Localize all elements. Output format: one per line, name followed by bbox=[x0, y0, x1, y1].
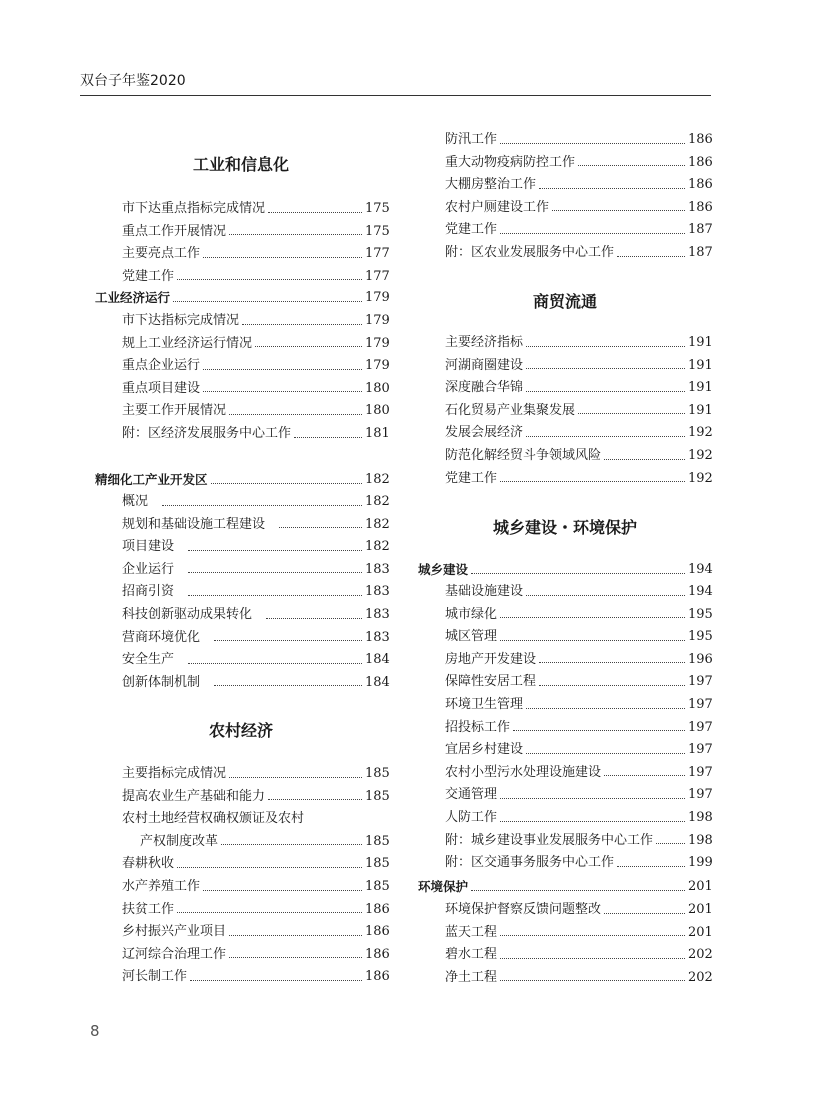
toc-page-number: 179 bbox=[365, 313, 390, 328]
toc-entry-title: 创新体制机制 bbox=[122, 674, 201, 690]
toc-page-number: 187 bbox=[688, 222, 713, 238]
toc-entry[interactable] bbox=[122, 604, 389, 626]
toc-page-number: 197 bbox=[688, 742, 713, 758]
toc-page-number: 191 bbox=[688, 357, 713, 373]
toc-page-number: 184 bbox=[365, 674, 390, 690]
dot-leader bbox=[229, 935, 362, 936]
toc-page-number: 201 bbox=[688, 879, 713, 894]
toc-entry-title: 防汛工作 bbox=[445, 132, 498, 147]
toc-entry-title: 城乡建设 bbox=[418, 562, 469, 577]
toc-entry[interactable] bbox=[445, 717, 712, 739]
toc-entry[interactable] bbox=[445, 922, 712, 944]
toc-entry[interactable] bbox=[445, 219, 712, 241]
toc-entry-title: 主要工作开展情况 bbox=[122, 403, 227, 419]
toc-page-number: 186 bbox=[688, 154, 713, 170]
running-header: 双台子年鉴2020 bbox=[80, 73, 186, 89]
dot-leader bbox=[604, 459, 685, 460]
dot-leader bbox=[539, 188, 685, 189]
dot-leader bbox=[656, 843, 685, 844]
toc-page-number: 186 bbox=[365, 946, 390, 962]
dot-leader bbox=[229, 414, 362, 415]
toc-entry-title: 碧水工程 bbox=[445, 947, 498, 963]
toc-page-number: 198 bbox=[688, 810, 713, 825]
toc-entry[interactable] bbox=[122, 944, 389, 966]
dot-leader bbox=[188, 572, 362, 573]
toc-entry-title: 环境保护督察反馈问题整改 bbox=[445, 902, 602, 917]
toc-page-number: 179 bbox=[365, 335, 390, 351]
dot-leader bbox=[500, 980, 685, 981]
toc-entry[interactable] bbox=[445, 355, 712, 377]
toc-entry-title: 城市绿化 bbox=[445, 606, 498, 622]
toc-section-entry[interactable] bbox=[95, 469, 389, 491]
toc-entry[interactable] bbox=[445, 152, 712, 174]
toc-entry[interactable] bbox=[122, 310, 389, 332]
toc-entry[interactable] bbox=[122, 808, 389, 830]
toc-entry[interactable] bbox=[445, 242, 712, 264]
toc-page-number: 183 bbox=[365, 629, 390, 645]
toc-page-number: 197 bbox=[688, 697, 713, 712]
toc-entry[interactable] bbox=[122, 649, 389, 671]
toc-page-number: 183 bbox=[365, 607, 390, 622]
toc-entry[interactable] bbox=[122, 876, 389, 898]
toc-entry-title: 防范化解经贸斗争领域风险 bbox=[445, 448, 602, 463]
toc-page-number: 184 bbox=[365, 652, 390, 668]
toc-entry-title: 环境卫生管理 bbox=[445, 697, 524, 712]
toc-entry-title: 市下达重点指标完成情况 bbox=[122, 201, 266, 216]
dot-leader bbox=[279, 527, 362, 528]
dot-leader bbox=[188, 550, 362, 551]
toc-page-number: 181 bbox=[365, 426, 390, 441]
dot-leader bbox=[177, 912, 362, 913]
toc-entry-title: 附：区农业发展服务中心工作 bbox=[445, 245, 615, 260]
dot-leader bbox=[266, 618, 362, 619]
toc-entry[interactable] bbox=[445, 762, 712, 784]
toc-entry-title: 石化贸易产业集聚发展 bbox=[445, 402, 576, 418]
toc-entry[interactable] bbox=[445, 604, 712, 626]
header-rule bbox=[80, 95, 711, 96]
toc-page-number: 197 bbox=[688, 674, 713, 690]
toc-entry-title: 主要亮点工作 bbox=[122, 246, 201, 262]
toc-entry-title: 附：区交通事务服务中心工作 bbox=[445, 855, 615, 871]
toc-entry[interactable] bbox=[122, 672, 389, 694]
toc-entry-title: 发展会展经济 bbox=[445, 425, 524, 441]
toc-entry-title: 党建工作 bbox=[445, 470, 498, 486]
dot-leader bbox=[500, 617, 685, 618]
dot-leader bbox=[471, 890, 685, 891]
dot-leader bbox=[229, 777, 362, 778]
toc-entry[interactable] bbox=[445, 197, 712, 219]
toc-section-entry[interactable] bbox=[418, 876, 712, 898]
toc-entry-title: 主要指标完成情况 bbox=[122, 766, 227, 781]
toc-entry-title: 安全生产 bbox=[122, 652, 175, 668]
toc-page-number: 197 bbox=[688, 764, 713, 780]
dot-leader bbox=[203, 890, 362, 891]
toc-page-number: 197 bbox=[688, 787, 713, 803]
toc-entry[interactable] bbox=[445, 739, 712, 761]
toc-entry-title: 保障性安居工程 bbox=[445, 674, 537, 690]
dot-leader bbox=[539, 662, 685, 663]
toc-page-number: 177 bbox=[365, 268, 390, 284]
dot-leader bbox=[188, 595, 362, 596]
toc-page-number: 191 bbox=[688, 335, 713, 350]
dot-leader bbox=[604, 913, 685, 914]
toc-page-number: 185 bbox=[365, 879, 390, 894]
dot-leader bbox=[162, 505, 362, 506]
toc-entry-title: 营商环境优化 bbox=[122, 629, 201, 645]
dot-leader bbox=[177, 867, 362, 868]
dot-leader bbox=[203, 369, 362, 370]
toc-page-number: 202 bbox=[688, 969, 713, 985]
toc-entry-title: 水产养殖工作 bbox=[122, 879, 201, 894]
toc-entry[interactable] bbox=[122, 423, 389, 445]
toc-entry[interactable] bbox=[445, 377, 712, 399]
dot-leader bbox=[229, 234, 362, 235]
toc-entry[interactable] bbox=[122, 198, 389, 220]
toc-page-number: 185 bbox=[365, 788, 390, 804]
toc-page-number: 177 bbox=[365, 246, 390, 262]
toc-entry[interactable] bbox=[445, 944, 712, 966]
toc-page-number: 182 bbox=[365, 516, 390, 532]
toc-entry[interactable] bbox=[445, 332, 712, 354]
page-number: 8 bbox=[90, 1022, 100, 1040]
dot-leader bbox=[255, 346, 362, 347]
dot-leader bbox=[203, 391, 362, 392]
toc-entry[interactable] bbox=[122, 786, 389, 808]
toc-entry-title: 项目建设 bbox=[122, 539, 175, 555]
toc-entry-title: 扶贫工作 bbox=[122, 901, 175, 917]
dot-leader bbox=[190, 980, 362, 981]
toc-entry[interactable] bbox=[122, 400, 389, 422]
toc-entry[interactable] bbox=[122, 243, 389, 265]
toc-page-number: 195 bbox=[688, 629, 713, 645]
toc-page-number: 186 bbox=[365, 924, 390, 940]
dot-leader bbox=[268, 212, 362, 213]
toc-section-entry[interactable] bbox=[418, 559, 712, 581]
toc-page-number: 187 bbox=[688, 245, 713, 260]
dot-leader bbox=[214, 640, 362, 641]
toc-page-number: 175 bbox=[365, 201, 390, 216]
toc-entry-title: 重点企业运行 bbox=[122, 358, 201, 374]
toc-entry[interactable] bbox=[140, 831, 389, 853]
toc-entry[interactable] bbox=[445, 581, 712, 603]
dot-leader bbox=[500, 798, 685, 799]
toc-entry-title: 规划和基础设施工程建设 bbox=[122, 516, 266, 532]
toc-entry-title: 提高农业生产基础和能力 bbox=[122, 788, 266, 804]
toc-page-number: 180 bbox=[365, 403, 390, 419]
dot-leader bbox=[578, 413, 685, 414]
toc-entry-title: 城区管理 bbox=[445, 629, 498, 645]
toc-entry-title: 重点工作开展情况 bbox=[122, 223, 227, 239]
toc-entry-title: 环境保护 bbox=[418, 879, 469, 894]
toc-entry-title: 农村小型污水处理设施建设 bbox=[445, 764, 602, 780]
toc-entry-title: 工业经济运行 bbox=[95, 290, 171, 305]
toc-entry-title: 重大动物疫病防控工作 bbox=[445, 154, 576, 170]
toc-page-number: 186 bbox=[365, 969, 390, 985]
toc-entry-title: 党建工作 bbox=[122, 268, 175, 284]
toc-entry[interactable] bbox=[445, 468, 712, 490]
toc-entry[interactable] bbox=[122, 559, 389, 581]
toc-entry-title: 宜居乡村建设 bbox=[445, 742, 524, 758]
dot-leader bbox=[500, 821, 685, 822]
toc-page-number: 196 bbox=[688, 651, 713, 667]
dot-leader bbox=[513, 730, 685, 731]
toc-page-number: 182 bbox=[365, 494, 390, 509]
toc-entry-title: 河湖商圈建设 bbox=[445, 357, 524, 373]
toc-page-number: 198 bbox=[688, 832, 713, 848]
toc-entry[interactable] bbox=[445, 400, 712, 422]
dot-leader bbox=[500, 935, 685, 936]
toc-page-number: 186 bbox=[688, 177, 713, 193]
toc-entry[interactable] bbox=[445, 129, 712, 151]
toc-page-number: 185 bbox=[365, 856, 390, 872]
dot-leader bbox=[552, 210, 685, 211]
dot-leader bbox=[214, 685, 362, 686]
toc-page-number: 186 bbox=[688, 132, 713, 147]
toc-entry[interactable] bbox=[445, 967, 712, 989]
dot-leader bbox=[268, 799, 362, 800]
toc-page-number: 183 bbox=[365, 584, 390, 600]
dot-leader bbox=[526, 753, 685, 754]
dot-leader bbox=[526, 595, 685, 596]
toc-page-number: 186 bbox=[688, 199, 713, 215]
toc-entry[interactable] bbox=[445, 852, 712, 874]
toc-entry-title: 净土工程 bbox=[445, 969, 498, 985]
dot-leader bbox=[526, 346, 685, 347]
dot-leader bbox=[500, 958, 685, 959]
dot-leader bbox=[500, 640, 685, 641]
toc-entry[interactable] bbox=[122, 378, 389, 400]
dot-leader bbox=[526, 391, 685, 392]
toc-entry[interactable] bbox=[445, 694, 712, 716]
toc-entry-title: 大棚房整治工作 bbox=[445, 177, 537, 193]
toc-entry[interactable] bbox=[445, 671, 712, 693]
toc-entry-title: 产权制度改革 bbox=[140, 833, 219, 849]
toc-entry-title: 主要经济指标 bbox=[445, 335, 524, 350]
toc-entry[interactable] bbox=[122, 899, 389, 921]
dot-leader bbox=[617, 256, 685, 257]
dot-leader bbox=[526, 436, 685, 437]
toc-entry[interactable] bbox=[122, 355, 389, 377]
toc-entry-title: 河长制工作 bbox=[122, 969, 188, 985]
toc-entry-title: 房地产开发建设 bbox=[445, 651, 537, 667]
toc-page-number: 202 bbox=[688, 947, 713, 963]
dot-leader bbox=[500, 481, 685, 482]
toc-entry-title: 交通管理 bbox=[445, 787, 498, 803]
dot-leader bbox=[229, 957, 362, 958]
toc-page-number: 192 bbox=[688, 470, 713, 486]
toc-entry[interactable] bbox=[122, 333, 389, 355]
dot-leader bbox=[604, 775, 685, 776]
toc-page-number: 197 bbox=[688, 719, 713, 735]
toc-entry-title: 科技创新驱动成果转化 bbox=[122, 607, 253, 622]
toc-entry[interactable] bbox=[122, 966, 389, 988]
toc-page-number: 191 bbox=[688, 402, 713, 418]
toc-page-number: 195 bbox=[688, 606, 713, 622]
toc-entry-title: 辽河综合治理工作 bbox=[122, 946, 227, 962]
toc-entry[interactable] bbox=[122, 763, 389, 785]
toc-page-number: 194 bbox=[688, 562, 713, 577]
toc-entry[interactable] bbox=[122, 221, 389, 243]
dot-leader bbox=[177, 279, 362, 280]
toc-page-number: 201 bbox=[688, 902, 713, 917]
toc-entry[interactable] bbox=[445, 174, 712, 196]
toc-entry-title: 企业运行 bbox=[122, 561, 175, 577]
toc-entry[interactable] bbox=[122, 853, 389, 875]
toc-entry[interactable] bbox=[445, 445, 712, 467]
toc-page-number: 175 bbox=[365, 223, 390, 239]
dot-leader bbox=[211, 483, 362, 484]
toc-page-number: 191 bbox=[688, 380, 713, 396]
toc-entry-title: 乡村振兴产业项目 bbox=[122, 924, 227, 940]
toc-entry-title: 党建工作 bbox=[445, 222, 498, 238]
toc-page-number: 186 bbox=[365, 901, 390, 917]
toc-entry[interactable] bbox=[122, 514, 389, 536]
toc-entry-title: 附：区经济发展服务中心工作 bbox=[122, 426, 292, 441]
toc-entry[interactable] bbox=[122, 536, 389, 558]
toc-entry-title: 市下达指标完成情况 bbox=[122, 313, 240, 328]
toc-entry-title: 重点项目建设 bbox=[122, 380, 201, 396]
toc-page-number: 194 bbox=[688, 584, 713, 599]
toc-entry-title: 招商引资 bbox=[122, 584, 175, 600]
dot-leader bbox=[203, 257, 362, 258]
section-heading: 商贸流通 bbox=[532, 292, 597, 311]
toc-page-number: 179 bbox=[365, 358, 390, 374]
dot-leader bbox=[173, 301, 362, 302]
toc-entry-title: 招投标工作 bbox=[445, 719, 511, 735]
toc-section-entry[interactable] bbox=[95, 287, 389, 309]
toc-entry-title: 规上工业经济运行情况 bbox=[122, 335, 253, 351]
section-heading: 城乡建设・环境保护 bbox=[492, 518, 637, 537]
toc-entry[interactable] bbox=[445, 422, 712, 444]
toc-entry[interactable] bbox=[445, 899, 712, 921]
toc-entry[interactable] bbox=[445, 626, 712, 648]
toc-entry-title: 春耕秋收 bbox=[122, 856, 175, 872]
toc-page-number: 182 bbox=[365, 472, 390, 487]
toc-entry-title: 精细化工产业开发区 bbox=[95, 472, 208, 487]
toc-entry-title: 深度融合华锦 bbox=[445, 380, 524, 396]
toc-page-number: 182 bbox=[365, 539, 390, 555]
dot-leader bbox=[578, 165, 685, 166]
toc-page-number: 180 bbox=[365, 380, 390, 396]
toc-page-number: 185 bbox=[365, 766, 390, 781]
toc-entry-title: 人防工作 bbox=[445, 810, 498, 825]
toc-page-number: 192 bbox=[688, 448, 713, 463]
dot-leader bbox=[242, 324, 362, 325]
dot-leader bbox=[294, 437, 362, 438]
dot-leader bbox=[617, 866, 685, 867]
dot-leader bbox=[539, 685, 685, 686]
toc-entry[interactable] bbox=[445, 784, 712, 806]
dot-leader bbox=[500, 233, 685, 234]
toc-entry-title: 蓝天工程 bbox=[445, 924, 498, 940]
toc-entry-title: 农村户厕建设工作 bbox=[445, 199, 550, 215]
section-heading: 工业和信息化 bbox=[192, 155, 289, 174]
dot-leader bbox=[471, 573, 685, 574]
dot-leader bbox=[500, 143, 685, 144]
toc-page-number: 201 bbox=[688, 924, 713, 940]
toc-entry[interactable] bbox=[122, 581, 389, 603]
toc-page-number: 179 bbox=[365, 290, 390, 305]
toc-entry-title: 基础设施建设 bbox=[445, 584, 524, 599]
dot-leader bbox=[188, 663, 362, 664]
section-heading: 农村经济 bbox=[208, 721, 273, 740]
toc-page-number: 185 bbox=[365, 833, 390, 849]
toc-entry[interactable] bbox=[445, 649, 712, 671]
toc-entry-title: 农村土地经营权确权颁证及农村 bbox=[122, 811, 305, 827]
toc-page-number: 192 bbox=[688, 425, 713, 441]
toc-entry[interactable] bbox=[122, 491, 389, 513]
toc-entry[interactable] bbox=[445, 830, 712, 852]
toc-entry[interactable] bbox=[445, 807, 712, 829]
dot-leader bbox=[221, 844, 362, 845]
toc-entry[interactable] bbox=[122, 921, 389, 943]
toc-page-number: 183 bbox=[365, 561, 390, 577]
toc-entry-title: 附：城乡建设事业发展服务中心工作 bbox=[445, 832, 654, 848]
toc-entry[interactable] bbox=[122, 266, 389, 288]
toc-page-number: 199 bbox=[688, 855, 713, 871]
dot-leader bbox=[526, 368, 685, 369]
toc-entry-title: 概况 bbox=[122, 494, 149, 509]
dot-leader bbox=[526, 708, 685, 709]
toc-entry[interactable] bbox=[122, 627, 389, 649]
